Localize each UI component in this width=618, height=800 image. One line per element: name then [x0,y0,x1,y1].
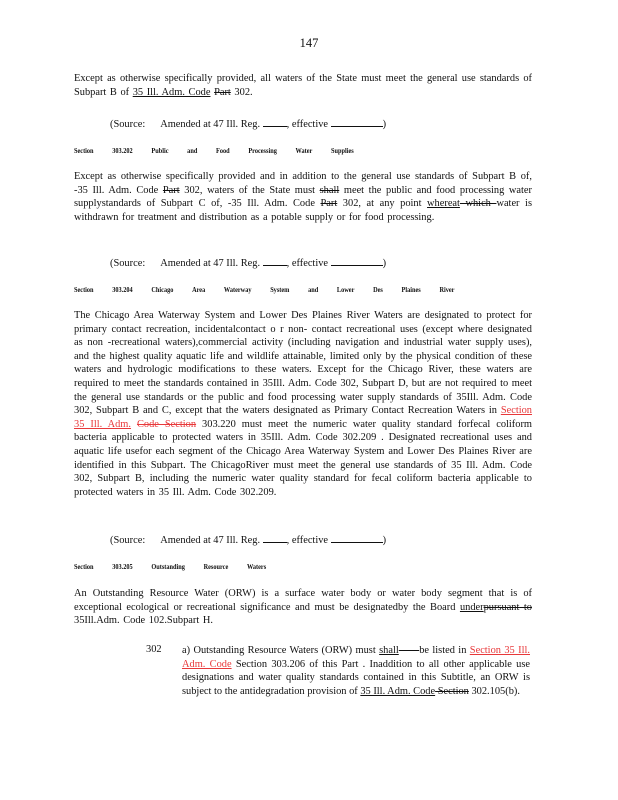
underlined-ref: 35 Ill. Adm. Code [360,685,436,697]
text: An Outstanding Resource Water (ORW) is a surface water body or water body segment that is of exceptional ecological or recreational significance and must be designatedby the Board [74,588,532,613]
text: meet the public and food processing water supplystandards of Subpart C of, -35 Ill. Adm. Code [74,184,533,210]
paragraph-public-food [74,170,532,224]
text: The Chicago Area Waterway System and Lower Des Plaines River Waters are designated to protect for primary contact recreation, incidentalcontact o r non- contact recreational uses (except where designated as non -recreational waters),commercial activity (including navigation and industrial water supply uses), and the highest quality aquatic life and wildlife attainable, limited only by the physical condition of these waters and hydrologic modifications to these waters. Except for the Chicago River, these waters are required to meet the standards contained in 35Ill. Adm. Code 302, Subpart D, but are not required to meet the general use standards or the public and food processing water supply standards of 35Ill. Adm. Code 302, Subpart B and C, except that the waters designated as Primary Contact Recreation Waters in [74,310,532,417]
blank-date [331,117,383,127]
text: 302. [230,86,253,98]
struck-text: to [519,601,532,613]
section-heading-303-202 [74,146,372,155]
source-effective: , effective [286,535,329,546]
source-label: (Source: [110,258,146,269]
text: Except as otherwise specifically provided, all waters of the State must meet the general use standards of Subpart B of [74,73,532,98]
heading-word: Lower [336,285,355,294]
heading-word: Supplies [330,146,354,155]
heading-section: Section [74,285,94,294]
struck-text [399,645,419,656]
source-close: ) [382,119,387,130]
source-close: ) [382,535,387,546]
text: 302.105(b). [468,685,520,697]
subsection-text [182,644,530,698]
heading-number: 303.205 [112,562,133,571]
blank-date [331,256,383,266]
source-line [110,533,386,546]
heading-word: River [439,285,455,294]
inserted-ref: Section 35 Ill. Adm. Code [182,645,530,670]
text: 35Ill.Adm. Code 102.Subpart H. [74,615,213,627]
source-effective: , effective [286,119,329,130]
heading-word: and [187,146,198,155]
struck-text: pursuant [483,601,520,613]
paragraph-orw [74,587,532,628]
heading-word: Food [216,146,230,155]
heading-word: Public [151,146,169,155]
source-effective: , effective [286,258,329,269]
source-amended: Amended at 47 Ill. Reg. [160,119,261,130]
source-amended: Amended at 47 Ill. Reg. [160,535,261,546]
blank-reg [263,533,287,543]
page-number: 147 [299,36,319,50]
subsection-number: 302 [146,644,162,655]
text: be listed in [419,645,470,656]
heading-word: Resource [203,562,229,571]
struck-text: shall [319,184,340,196]
text: 302, waters of the State must [179,184,320,196]
heading-word: Plaines [401,285,421,294]
struck-text: Part [320,198,338,210]
underlined-ref: 35 Ill. Adm. Code [132,86,211,98]
text: Except as otherwise specifically provided and in addition to the general use standards of Subpart B of, -35 Ill. Adm. Code [74,171,532,196]
paragraph-chicago-waterway [74,309,532,499]
text: 303.220 must meet the numeric water quality standard forfecal coliform bacteria applicable to protected waters in 35Ill. Adm. Code 302.209 . Designated recreational uses and aquatic life usefor each segment of the Chicago Area Waterway System and Lower Des Plaines River are identified in this Subpart. The ChicagoRiver must meet the general use standards of 35 Ill. Adm. Code 302, Subpart B, including the numeric water quality standard for fecal coliform bacteria applicable to protected waters in 35 Ill. Adm. Code 302.209. [74,418,532,498]
source-line [110,256,386,269]
struck-text: Part [162,184,180,196]
heading-word: Waterway [223,285,252,294]
source-label: (Source: [110,535,146,546]
source-label: (Source: [110,119,146,130]
text: water is withdrawn for treatment and distribution as a potable supply or for food processing. [74,198,532,223]
section-heading-303-204 [74,285,473,294]
text: 302, at any point [337,198,428,210]
heading-word: Des [373,285,383,294]
heading-word: System [270,285,290,294]
heading-number: 303.202 [112,146,133,155]
heading-word: Area [192,285,206,294]
text: a) Outstanding Resource Waters (ORW) must [182,645,380,656]
heading-word: Outstanding [151,562,185,571]
underlined-text: whereat [427,198,460,210]
source-close: ) [382,258,387,269]
heading-word: Processing [248,146,277,155]
heading-section: Section [74,562,94,571]
underlined-text: shall [379,645,399,656]
heading-section: Section [74,146,94,155]
deleted-ref: Code Section [136,418,197,430]
struck-text: Section [435,685,469,697]
blank-reg [263,117,287,127]
heading-word: Chicago [151,285,174,294]
source-amended: Amended at 47 Ill. Reg. [160,258,261,269]
struck-text: which [459,198,497,210]
section-heading-303-205 [74,562,285,571]
heading-number: 303.204 [112,285,133,294]
heading-word: Waters [246,562,267,571]
blank-date [331,533,383,543]
blank-reg [263,256,287,266]
struck-text: Part [214,86,231,98]
paragraph-general-use [74,72,532,99]
underlined-text: under [459,601,484,613]
text: Section 303.206 of this Part . Inaddition to all other applicable use designations and water quality standards contained in this Subtitle, an ORW is subject to the antidegradation provision of [182,658,530,697]
source-line [110,117,386,130]
heading-word: and [308,285,319,294]
inserted-ref: Section 35 Ill. Adm. [74,405,532,430]
heading-word: Water [295,146,313,155]
